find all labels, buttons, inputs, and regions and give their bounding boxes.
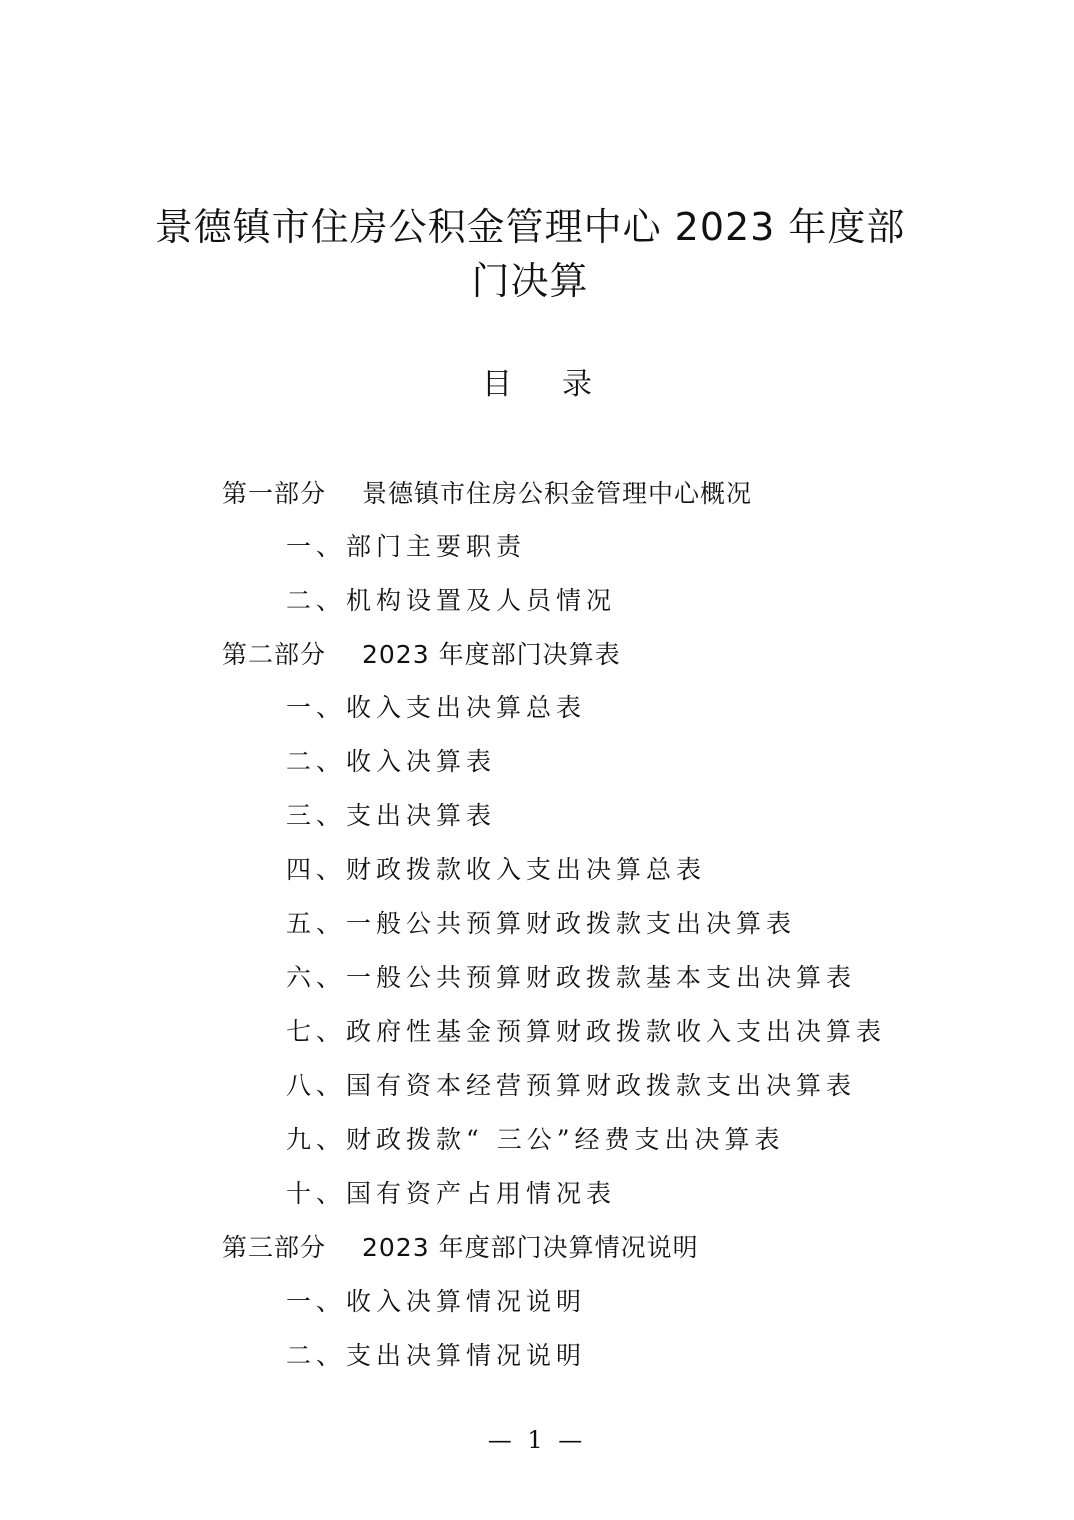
toc-item: 八、国有资本经营预算财政拨款支出决算表 bbox=[286, 1071, 857, 1100]
toc-item: 七、政府性基金预算财政拨款收入支出决算表 bbox=[286, 1017, 887, 1046]
toc-item: 一、部门主要职责 bbox=[286, 532, 527, 561]
toc-part-number: 第三部分 bbox=[222, 1233, 327, 1262]
toc-item: 四、财政拨款收入支出决算总表 bbox=[286, 855, 707, 884]
toc-part-title: 景德镇市住房公积金管理中心概况 bbox=[362, 479, 753, 508]
toc-item: 九、财政拨款“ 三公”经费支出决算表 bbox=[286, 1125, 785, 1154]
toc-part-title: 2023 年度部门决算表 bbox=[362, 640, 621, 669]
toc-item: 二、支出决算情况说明 bbox=[286, 1341, 587, 1370]
toc-part-title: 2023 年度部门决算情况说明 bbox=[362, 1233, 699, 1262]
toc-item: 十、国有资产占用情况表 bbox=[286, 1179, 617, 1208]
toc-item: 二、收入决算表 bbox=[286, 747, 497, 776]
toc-item: 五、一般公共预算财政拨款支出决算表 bbox=[286, 909, 797, 938]
toc-item: 一、收入支出决算总表 bbox=[286, 693, 587, 722]
page-number: — 1 — bbox=[487, 1426, 587, 1454]
toc-part-number: 第二部分 bbox=[222, 640, 327, 669]
toc-part-number: 第一部分 bbox=[222, 479, 327, 508]
toc-item: 三、支出决算表 bbox=[286, 801, 497, 830]
toc-item: 二、机构设置及人员情况 bbox=[286, 586, 617, 615]
toc-item: 一、收入决算情况说明 bbox=[286, 1287, 587, 1316]
toc-item: 六、一般公共预算财政拨款基本支出决算表 bbox=[286, 963, 857, 992]
toc-part-1 bbox=[222, 477, 752, 511]
toc-heading: 目录 bbox=[482, 367, 642, 402]
toc-part-2 bbox=[222, 638, 621, 672]
document-title: 景德镇市住房公积金管理中心 2023 年度部门决算 bbox=[154, 205, 906, 303]
toc-part-3 bbox=[222, 1231, 699, 1265]
